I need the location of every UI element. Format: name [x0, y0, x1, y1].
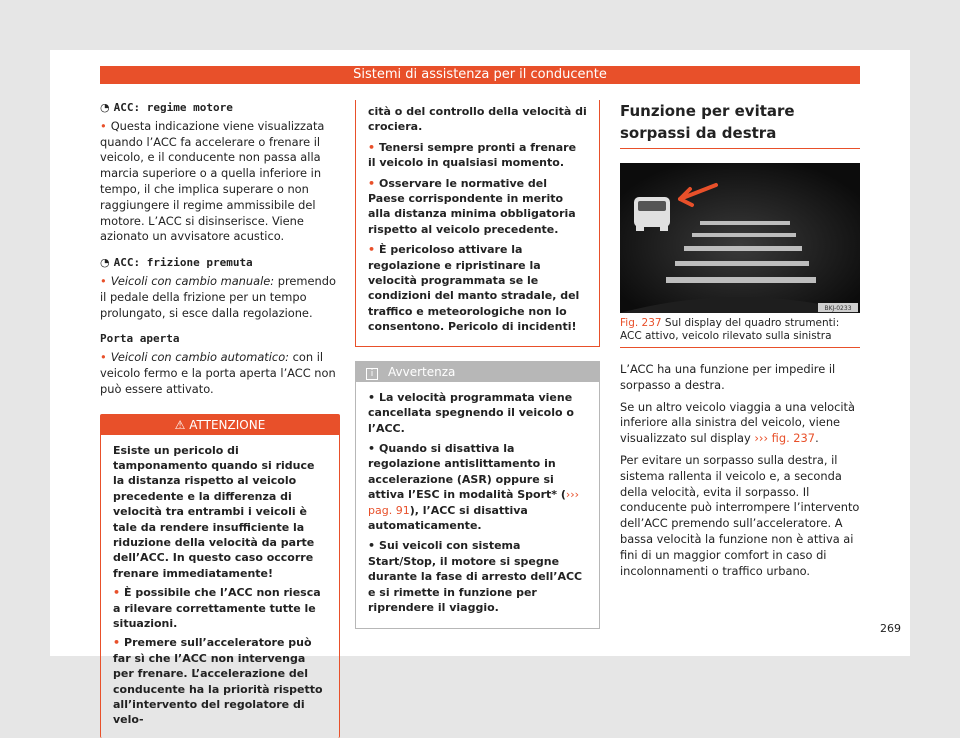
dashboard-display-illustration	[620, 163, 860, 313]
note-box	[355, 361, 600, 630]
figure-link[interactable]: ››› fig. 237	[754, 431, 816, 446]
figure-display	[620, 163, 860, 313]
column-middle	[355, 100, 600, 629]
column-right	[620, 100, 860, 581]
warning-header: ⚠ ATTENZIONE	[101, 415, 339, 435]
paragraph-function-1: L’ACC ha una funzione per impedire il sorpasso a destra.	[620, 362, 836, 392]
info-icon: i	[366, 368, 378, 380]
paragraph-function-2: Se un altro veicolo viaggia a una velocità inferiore alla sinistra del veicolo, viene visualizzato sul display ››› fig. 237.	[620, 399, 855, 446]
figure-caption: Fig. 237 Sul display del quadro strumenti: ACC attivo, veicolo rilevato sulla sinistra	[620, 317, 860, 348]
note-body: • La velocità programmata viene cancellata spegnendo il veicolo o l’ACC. • Quando si disattiva la regolazione antislittamento in accelerazione (ASR) oppure si attiva l’ESC in modalità Sport* (››› pag. 91), l’ACC si disattiva automaticamente. • Sui veicoli con sistema Start/Stop, il motore si spegne durante la fase di arresto dell’ACC e si rimette in funzione per riprendere il viaggio.	[356, 382, 599, 629]
figure-code: BKJ-0233	[824, 305, 852, 312]
car-icon	[634, 197, 670, 231]
page-link[interactable]: ››› pag. 91	[368, 488, 580, 517]
display-background	[620, 163, 860, 313]
warning-icon: ⚠	[174, 417, 190, 432]
warning-body: Esiste un pericolo di tamponamento quando si riduce la distanza rispetto al veicolo precedente e la differenza di velocità tra entrambi i veicoli è tale da rendere insufficiente la riduzione della velocità da parte dell’ACC. In questo caso occorre frenare immediatamente! • È possibile che l’ACC non riesca a rilevare correttamente tutte le situazioni. • Premere sull’acceleratore può far sì che l’ACC non intervenga per frenare. L’accelerazione del conducente ha la priorità rispetto all’intervento del regolatore di velo-	[101, 435, 339, 738]
heading-acc-rpm: ◔ ACC: regime motore	[100, 101, 233, 114]
paragraph-function-3: Per evitare un sorpasso sulla destra, il sistema rallenta il veicolo e, a seconda della velocità, evita il sorpasso. Il conducente può interrompere l’intervento dell’ACC premendo sull’acceleratore. A bassa velocità la funzione non è attiva ai fini di un maggior comfort in caso di incolonnamenti o traffico urbano.	[620, 452, 860, 578]
speedometer-icon: ◔	[100, 101, 110, 114]
section-title: Funzione per evitare sorpassi da destra	[620, 100, 860, 149]
warning-box	[100, 414, 340, 738]
section-header: Sistemi di assistenza per il conducente	[100, 66, 860, 84]
paragraph-acc-rpm: • Questa indicazione viene visualizzata quando l’ACC fa accelerare o frenare il veicolo, e il conducente non passa alla marcia superiore o a quella inferiore in tempo, il che implica superare o non raggiungere il regime ammissibile del motore. L’ACC si disinserisce. Viene azionato un avvisatore acustico.	[100, 119, 340, 245]
heading-acc-clutch: ◔ ACC: frizione premuta	[100, 256, 253, 270]
heading-door-open: Porta aperta	[100, 332, 180, 346]
page-number: 269	[880, 622, 901, 635]
speedometer-icon: ◔	[100, 256, 110, 270]
column-left	[100, 100, 340, 738]
note-header: i Avvertenza	[356, 362, 599, 382]
paragraph-acc-clutch: • Veicoli con cambio manuale: premendo il pedale della frizione per un tempo prolungato, si esce dalla regolazione.	[100, 274, 340, 321]
paragraph-door-open: • Veicoli con cambio automatico: con il veicolo fermo e la porta aperta l’ACC non può essere attivato.	[100, 350, 340, 397]
warning-box-continued: cità o del controllo della velocità di crociera. • Tenersi sempre pronti a frenare il veicolo in qualsiasi momento. • Osservare le normative del Paese corrispondente in merito alla distanza minima obbligatoria rispetto al veicolo precedente. • È pericoloso attivare la regolazione e ripristinare la velocità programmata se le condizioni del manto stradale, del traffico e meteorologiche non lo consentono. Pericolo di incidenti!	[355, 100, 600, 347]
